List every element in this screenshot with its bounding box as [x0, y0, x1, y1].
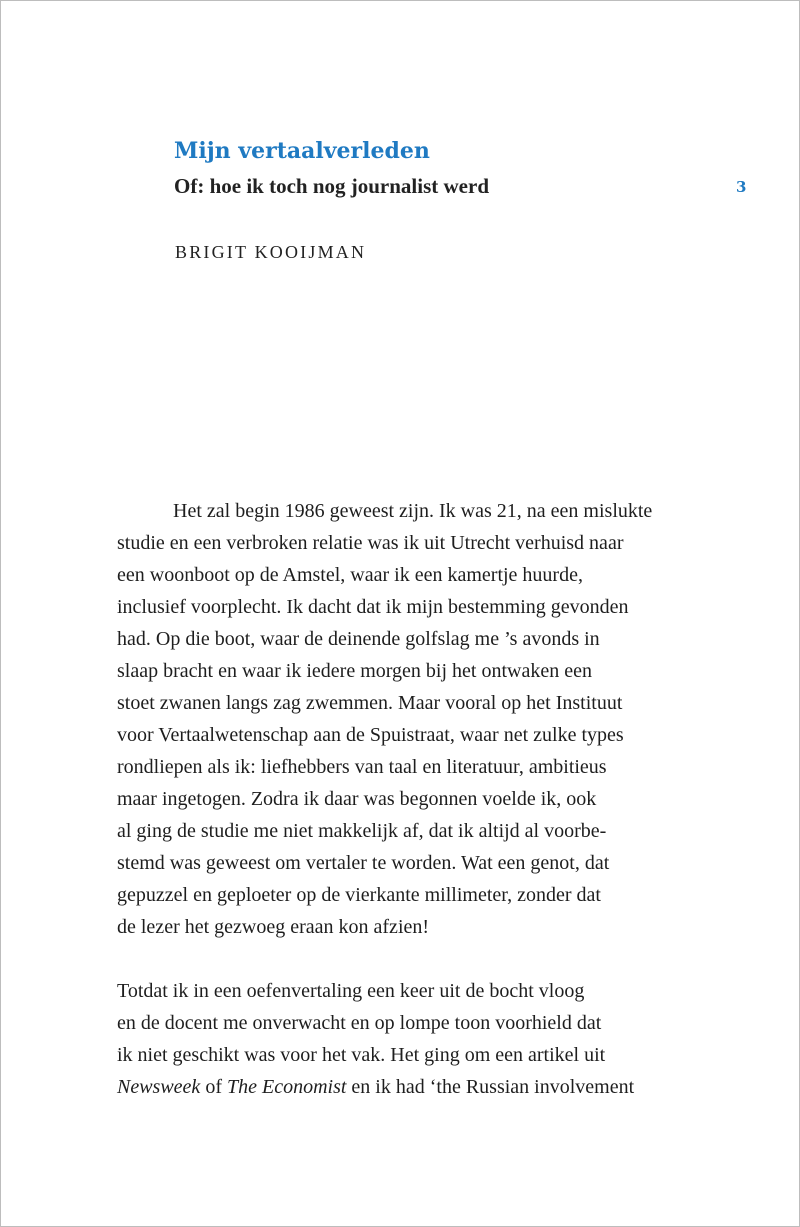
text-line: een woonboot op de Amstel, waar ik een kamertje huurde,	[117, 564, 583, 586]
text-line: studie en een verbroken relatie was ik uit Utrecht verhuisd naar	[117, 532, 624, 554]
text-line: slaap bracht en waar ik iedere morgen bij het ontwaken een	[117, 660, 592, 682]
paragraph-2	[117, 975, 717, 1103]
text-line: rondliepen als ik: liefhebbers van taal en literatuur, ambitieus	[117, 756, 607, 778]
body-text	[117, 495, 717, 1103]
text-line: stemd was geweest om vertaler te worden. Wat een genot, dat	[117, 852, 610, 874]
text-line: al ging de studie me niet makkelijk af, dat ik altijd al voorbe-	[117, 820, 607, 842]
text-line: de lezer het gezwoeg eraan kon afzien!	[117, 916, 430, 938]
text-line-mixed	[117, 1071, 717, 1103]
text-line: en de docent me onverwacht en op lompe toon voorhield dat	[117, 1012, 602, 1034]
paragraph-gap	[117, 943, 717, 975]
publication-name-newsweek: Newsweek	[117, 1076, 201, 1098]
page-number: 3	[736, 178, 747, 196]
text-line: Het zal begin 1986 geweest zijn. Ik was 21, na een mislukte	[173, 500, 653, 522]
text-line: inclusief voorplecht. Ik dacht dat ik mijn bestemming gevonden	[117, 596, 629, 618]
text-line: ik niet geschikt was voor het vak. Het ging om een artikel uit	[117, 1044, 606, 1066]
text-fragment: of	[200, 1076, 227, 1098]
text-line: gepuzzel en geploeter op de vierkante millimeter, zonder dat	[117, 884, 601, 906]
publication-name-economist: The Economist	[226, 1076, 347, 1098]
text-line: voor Vertaalwetenschap aan de Spuistraat, waar net zulke types	[117, 724, 624, 746]
text-line: Totdat ik in een oefenvertaling een keer uit de bocht vloog	[117, 980, 585, 1002]
text-line: stoet zwanen langs zag zwemmen. Maar vooral op het Instituut	[117, 692, 623, 714]
text-fragment: en ik had ‘the Russian involvement	[346, 1076, 635, 1098]
chapter-subtitle: Of: hoe ik toch nog journalist werd	[174, 174, 489, 198]
text-line: had. Op die boot, waar de deinende golfslag me ’s avonds in	[117, 628, 600, 650]
text-line: maar ingetogen. Zodra ik daar was begonnen voelde ik, ook	[117, 788, 597, 810]
paragraph-1	[117, 495, 717, 943]
chapter-title: Mijn vertaalverleden	[174, 138, 430, 164]
author-name: BRIGIT KOOIJMAN	[175, 242, 367, 262]
